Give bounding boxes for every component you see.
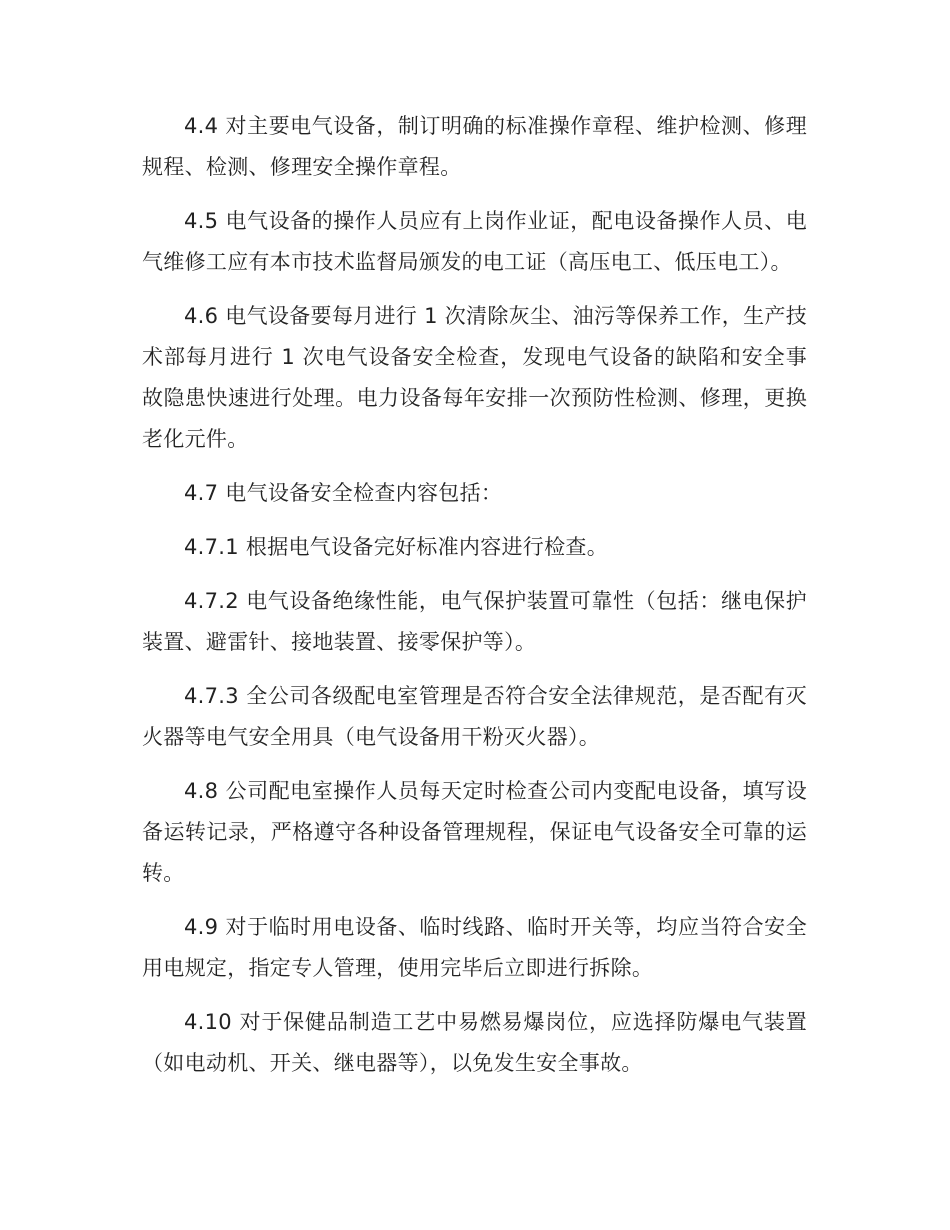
paragraph-4-10: 4.10 对于保健品制造工艺中易燃易爆岗位，应选择防爆电气装置（如电动机、开关、继电器等），以免发生安全事故。 — [142, 1010, 807, 1075]
paragraph-4-9: 4.9 对于临时用电设备、临时线路、临时开关等，均应当符合安全用电规定，指定专人管理，使用完毕后立即进行拆除。 — [142, 915, 807, 980]
paragraph-4-8: 4.8 公司配电室操作人员每天定时检查公司内变配电设备，填写设备运转记录，严格遵守各种设备管理规程，保证电气设备安全可靠的运转。 — [142, 779, 807, 885]
document-body — [142, 106, 807, 1097]
paragraph-4-5: 4.5 电气设备的操作人员应有上岗作业证，配电设备操作人员、电气维修工应有本市技术监督局颁发的电工证（高压电工、低压电工）。 — [142, 209, 807, 274]
paragraph-4-6: 4.6 电气设备要每月进行 1 次清除灰尘、油污等保养工作，生产技术部每月进行 1 次电气设备安全检查，发现电气设备的缺陷和安全事故隐患快速进行处理。电力设备每年安排一次预防性检测、修理，更换老化元件。 — [142, 304, 807, 451]
paragraph-4-7-2: 4.7.2 电气设备绝缘性能，电气保护装置可靠性（包括：继电保护装置、避雷针、接地装置、接零保护等）。 — [142, 589, 807, 654]
paragraph-4-7: 4.7 电气设备安全检查内容包括： — [184, 481, 503, 505]
paragraph-4-7-1: 4.7.1 根据电气设备完好标准内容进行检查。 — [184, 535, 609, 559]
paragraph-4-7-3: 4.7.3 全公司各级配电室管理是否符合安全法律规范，是否配有灭火器等电气安全用具（电气设备用干粉灭火器）。 — [142, 684, 807, 749]
paragraph-4-4: 4.4 对主要电气设备，制订明确的标准操作章程、维护检测、修理规程、检测、修理安全操作章程。 — [142, 114, 807, 179]
